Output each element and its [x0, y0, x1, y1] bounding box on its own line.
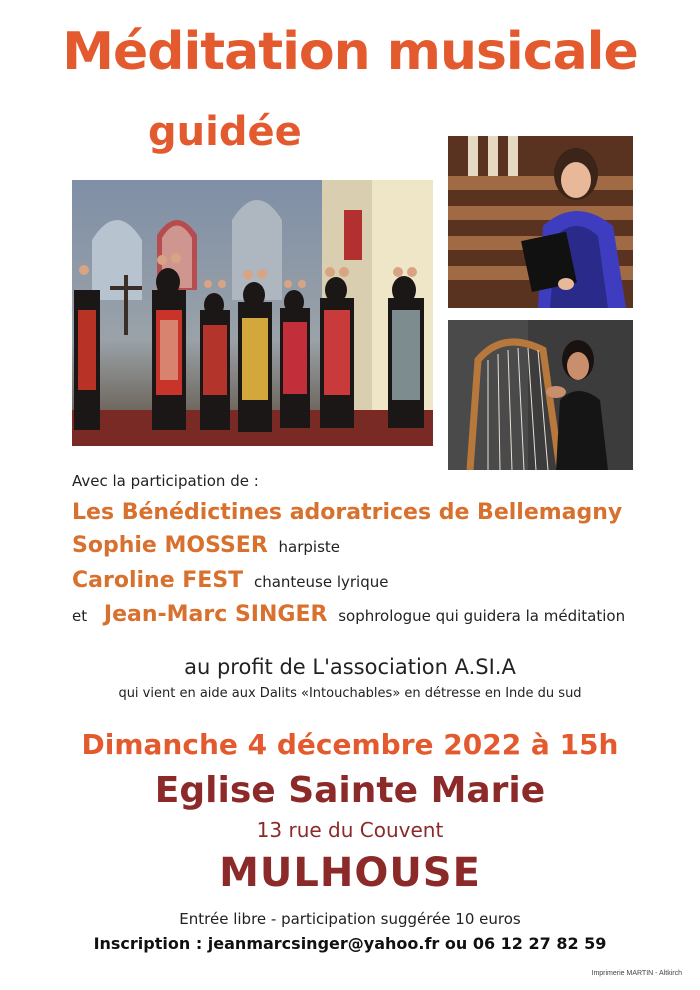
poster-subtitle: guidée [148, 109, 302, 155]
participant-line [72, 533, 340, 558]
event-address: 13 rue du Couvent [256, 818, 444, 842]
poster-title: Méditation musicale [62, 22, 638, 82]
inscription-info: Inscription : jeanmarcsinger@yahoo.fr ou 06 12 27 82 59 [93, 934, 607, 953]
event-venue: Eglise Sainte Marie [154, 770, 546, 811]
participant-line [72, 602, 625, 627]
singer-photo [448, 136, 633, 308]
participant-prefix: et [72, 607, 88, 625]
participants-intro: Avec la participation de : [72, 472, 259, 490]
participant-role: sophrologue qui guidera la méditation [338, 607, 626, 625]
event-city: MULHOUSE [219, 850, 481, 896]
participant-line [72, 568, 389, 593]
participant-role: chanteuse lyrique [253, 573, 389, 591]
participant-name: Sophie MOSSER [72, 533, 268, 558]
participant-role: harpiste [278, 538, 341, 556]
participant-name: Jean-Marc SINGER [103, 602, 328, 627]
participant-name: Caroline FEST [72, 568, 244, 593]
benefit-title: au profit de L'association A.SI.A [184, 655, 516, 679]
printer-credit: Imprimerie MARTIN - Altkirch [591, 970, 682, 977]
nuns-choir-photo [72, 180, 433, 446]
harpist-photo [448, 320, 633, 470]
participant-name: Les Bénédictines adoratrices de Bellemagny [72, 500, 623, 525]
event-date: Dimanche 4 décembre 2022 à 15h [81, 728, 619, 761]
entry-info: Entrée libre - participation suggérée 10 euros [179, 910, 521, 928]
benefit-detail: qui vient en aide aux Dalits «Intouchables» en détresse en Inde du sud [118, 686, 582, 701]
participant-line [72, 500, 622, 525]
